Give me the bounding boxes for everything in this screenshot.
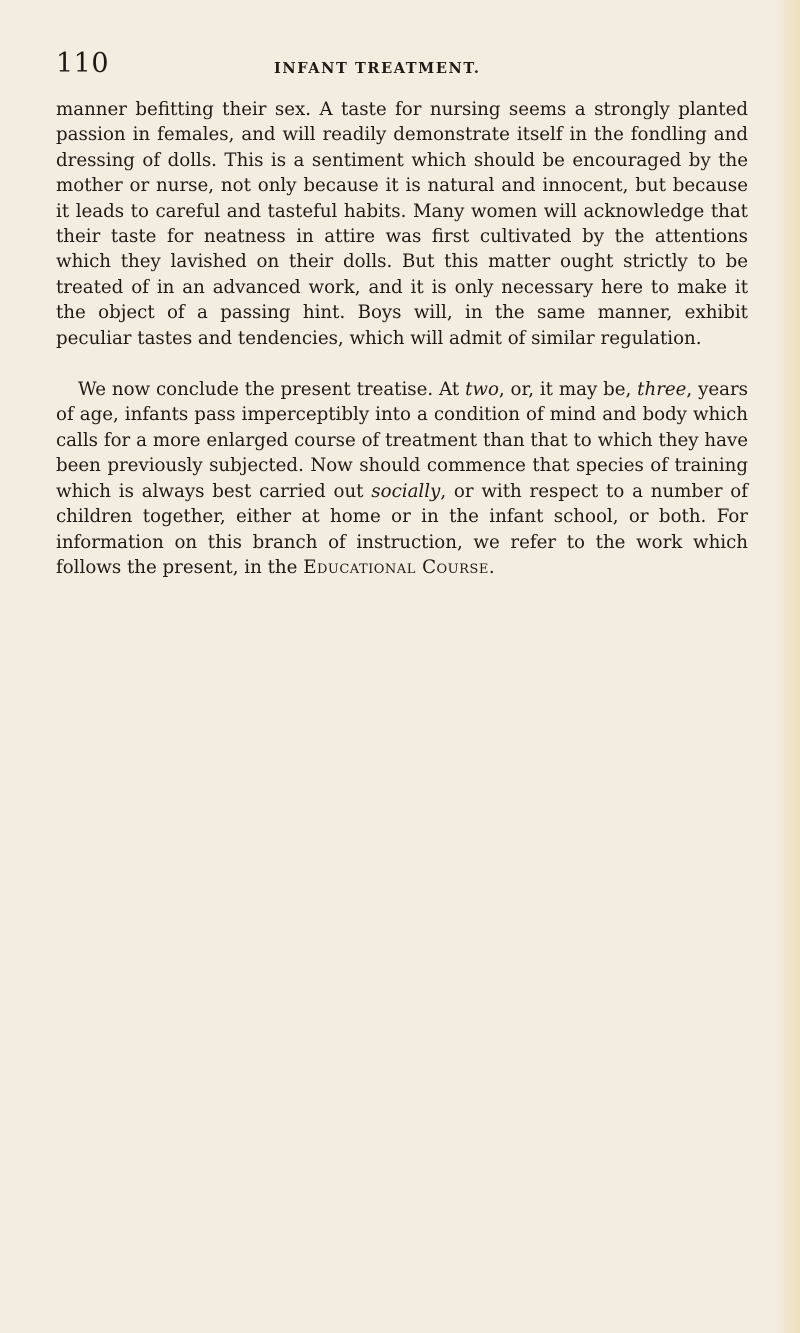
page-number: 110 <box>56 48 110 79</box>
paragraph-2 <box>56 377 748 580</box>
paragraph-2-text-4: , or with respect to a number of children together, either at home or in the infant school, or both. For information on this branch of instruction, we refer to the work which follows the present, in the <box>56 480 748 578</box>
educational-course-reference: Educational Course <box>303 556 489 578</box>
paragraph-2-text-1: We now conclude the present treatise. At <box>78 379 466 401</box>
body-text <box>56 97 748 580</box>
paragraph-2-text-5: . <box>488 556 495 578</box>
running-title: INFANT TREATMENT. <box>274 60 481 77</box>
paragraph-2-text-2: , or, it may be, <box>498 379 638 401</box>
paragraph-2-text-3: , years of age, infants pass imperceptibly into a condition of mind and body which calls for a more enlarged course of treatment than that to which they have been previously subjected. Now should commence that species of training which is always best carried out <box>56 379 748 502</box>
paragraph-1: manner befitting their sex. A taste for nursing seems a strongly planted passion in females, and will readily demonstrate itself in the fondling and dressing of dolls. This is a sentiment which should be encouraged by the mother or nurse, not only because it is natural and innocent, but because it leads to careful and tasteful habits. Many women will acknowledge that their taste for neatness in attire was first cultivated by the attentions which they lavished on their dolls. But this matter ought strictly to be treated of in an advanced work, and it is only necessary here to make it the object of a passing hint. Boys will, in the same manner, exhibit peculiar tastes and tendencies, which will admit of similar regulation. <box>56 99 748 349</box>
emphasis-two: two <box>465 379 499 401</box>
emphasis-three: three <box>637 379 687 401</box>
page-header <box>56 48 756 88</box>
emphasis-socially: socially <box>371 480 441 502</box>
